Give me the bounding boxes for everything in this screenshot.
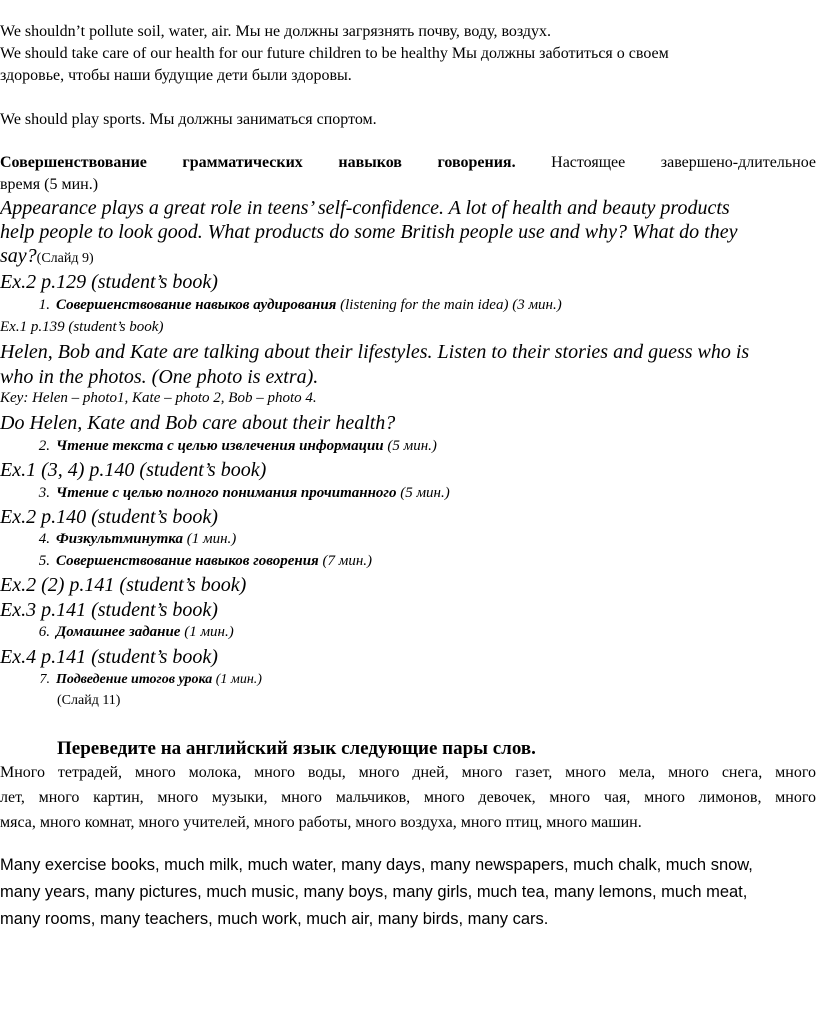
- step-3: [30, 484, 450, 503]
- reading-2-exercise: Ex.2 p.140 (student’s book): [0, 506, 218, 528]
- translate-en-line-2: many years, many pictures, much music, many boys, many girls, much tea, many lemons, much meat,: [0, 883, 748, 901]
- intro-line-2a: We should take care of our health for our future children to be healthy Мы должны заботиться о своем: [0, 45, 669, 62]
- listening-key: Key: Helen – photo1, Kate – photo 2, Bob – photo 4.: [0, 390, 317, 406]
- speaking-exercise-2: Ex.3 p.141 (student’s book): [0, 599, 218, 621]
- translate-ru-line-3: мяса, много комнат, много учителей, много работы, много воздуха, много птиц, много машин.: [0, 814, 642, 831]
- grammar-para-line-1: Appearance plays a great role in teens’ self-confidence. A lot of health and beauty products: [0, 197, 730, 219]
- step-4-title: Физкультминутка: [56, 531, 184, 547]
- step-1: [30, 296, 562, 315]
- step-4: [30, 530, 236, 549]
- step-1-detail: (listening for the main idea) (3 мин.): [336, 297, 562, 313]
- reading-1-exercise: Ex.1 (3, 4) p.140 (student’s book): [0, 459, 267, 481]
- step-5-title: Совершенствование навыков говорения: [56, 553, 319, 569]
- listening-question: Do Helen, Kate and Bob care about their health?: [0, 412, 396, 434]
- step-3-number: 3.: [38, 485, 50, 501]
- listening-para-line-1: Helen, Bob and Kate are talking about their lifestyles. Listen to their stories and guess who is: [0, 341, 750, 363]
- slide-11-ref: (Слайд 11): [57, 693, 121, 708]
- step-2-title: Чтение текста с целью извлечения информации: [56, 438, 384, 454]
- grammar-para-say: say?: [0, 245, 37, 267]
- step-7-detail: (1 мин.): [212, 672, 262, 687]
- step-3-detail: (5 мин.): [396, 485, 450, 501]
- step-5: [30, 552, 372, 571]
- step-7-number: 7.: [39, 672, 50, 687]
- step-2-number: 2.: [38, 438, 50, 454]
- grammar-heading: [0, 153, 816, 173]
- intro-line-1: We shouldn’t pollute soil, water, air. Мы не должны загрязнять почву, воду, воздух.: [0, 23, 552, 40]
- step-6-detail: (1 мин.): [180, 624, 234, 640]
- grammar-heading-cont: время (5 мин.): [0, 176, 99, 193]
- translate-en-line-1: Many exercise books, much milk, much water, many days, many newspapers, much chalk, much snow,: [0, 856, 753, 874]
- homework-exercise: Ex.4 p.141 (student’s book): [0, 646, 218, 668]
- translate-en-line-3: many rooms, many teachers, much work, much air, many birds, many cars.: [0, 910, 549, 928]
- step-6-number: 6.: [38, 624, 50, 640]
- step-5-number: 5.: [38, 553, 50, 569]
- step-2-detail: (5 мин.): [383, 438, 437, 454]
- step-5-detail: (7 мин.): [318, 553, 373, 569]
- step-1-title: Совершенствование навыков аудирования: [56, 297, 337, 313]
- translate-ru-line-2: лет, много картин, много музыки, много мальчиков, много девочек, много чая, много лимонов, много: [0, 789, 816, 806]
- grammar-heading-rest: Настоящее завершено-длительное: [551, 154, 816, 171]
- step-6: [30, 623, 234, 642]
- translate-heading: Переведите на английский язык следующие пары слов.: [57, 738, 536, 759]
- listening-exercise: Ex.1 p.139 (student’s book): [0, 319, 164, 335]
- grammar-para-line-2: help people to look good. What products do some British people use and why? What do they: [0, 221, 738, 243]
- step-3-title: Чтение с целью полного понимания прочитанного: [56, 485, 397, 501]
- grammar-para-line-3: [0, 244, 94, 268]
- step-1-number: 1.: [38, 297, 50, 313]
- step-2: [30, 437, 437, 456]
- speaking-exercise-1: Ex.2 (2) p.141 (student’s book): [0, 574, 247, 596]
- slide-9-ref: (Слайд 9): [36, 251, 94, 266]
- grammar-heading-bold: Совершенствование грамматических навыков говорения.: [0, 154, 516, 171]
- intro-line-2b: здоровье, чтобы наши будущие дети были здоровы.: [0, 67, 352, 84]
- step-4-number: 4.: [38, 531, 50, 547]
- step-7: [30, 671, 262, 689]
- step-6-title: Домашнее задание: [56, 624, 181, 640]
- step-7-title: Подведение итогов урока: [56, 672, 213, 687]
- listening-para-line-2: who in the photos. (One photo is extra).: [0, 366, 319, 388]
- intro-line-3: We should play sports. Мы должны заниматься спортом.: [0, 111, 377, 128]
- step-4-detail: (1 мин.): [183, 531, 237, 547]
- translate-ru-line-1: Много тетрадей, много молока, много воды, много дней, много газет, много мела, много снега, много: [0, 764, 816, 781]
- grammar-exercise: Ex.2 p.129 (student’s book): [0, 271, 218, 293]
